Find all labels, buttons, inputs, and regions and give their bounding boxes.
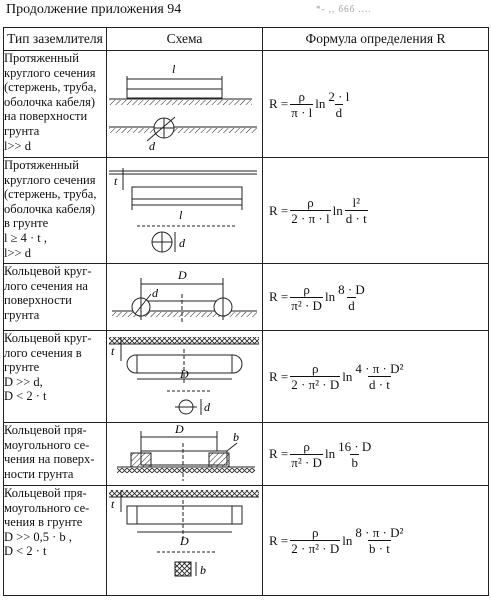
rod: [132, 187, 242, 199]
arg-den: d: [335, 104, 343, 120]
type-line: l ≥ 4 · t ,: [4, 230, 47, 245]
formula: [263, 362, 488, 391]
type-line: грунта: [4, 307, 40, 322]
log-argument: [337, 440, 372, 469]
schema-cell: [107, 423, 263, 486]
type-line: поверхности: [4, 293, 72, 308]
type-line: лого сечения в: [4, 345, 82, 360]
type-line: l>> d: [4, 138, 31, 153]
header-row: [4, 28, 489, 51]
ln: ln: [315, 96, 326, 111]
type-cell: [4, 264, 107, 331]
label-t: t: [111, 497, 115, 511]
arg-den: b: [351, 454, 358, 470]
label-l: l: [172, 62, 176, 76]
coef-den: 2 · π · l: [291, 211, 330, 226]
scan-artifact: *- ,, б6б ....: [316, 4, 372, 14]
type-line: круглого сечения: [4, 172, 96, 187]
coef-num: ρ: [303, 438, 310, 454]
coef-num: ρ: [298, 88, 306, 104]
log-argument: [345, 196, 368, 225]
table-row: [4, 423, 489, 486]
ln: ln: [342, 368, 353, 384]
arg-num: 8 · D: [338, 281, 365, 297]
coefficient: [290, 362, 340, 391]
type-cell: [4, 158, 107, 264]
ln: ln: [324, 289, 336, 304]
type-cell: [4, 331, 107, 423]
formula-lhs: R =: [269, 368, 289, 384]
schema-buried-ring: [107, 331, 263, 422]
type-line: D < 2 · t: [4, 544, 47, 559]
ln: ln: [324, 446, 336, 461]
coef-den: 2 · π² · D: [291, 377, 340, 392]
schema-surface-ring: [107, 264, 263, 330]
formula-cell: [263, 51, 489, 158]
coef-num: ρ: [312, 361, 319, 376]
arg-num: 16 · D: [338, 438, 372, 454]
type-line: ности грунта: [4, 466, 74, 481]
formula-cell: [263, 423, 489, 486]
soil-hatch: [109, 100, 252, 105]
header-schema: Схема: [107, 28, 263, 51]
coef-den: π · l: [291, 104, 313, 120]
type-cell: [4, 51, 107, 158]
coefficient: [290, 526, 340, 555]
type-line: Кольцевой пря-: [4, 423, 87, 437]
formula-cell: [263, 486, 489, 596]
formula-lhs: R =: [269, 289, 289, 304]
label-d: d: [204, 400, 210, 414]
type-line: Протяженный: [4, 51, 79, 65]
header-type: Тип заземлителя: [4, 28, 107, 51]
type-line: Кольцевой круг-: [4, 331, 92, 345]
label-D: D: [175, 423, 184, 436]
table-row: [4, 264, 489, 331]
type-line: (стержень, труба,: [4, 187, 97, 202]
formula-cell: [263, 264, 489, 331]
formula-cell: [263, 158, 489, 264]
table-row: [4, 486, 489, 596]
type-cell: [4, 423, 107, 486]
page-title: Продолжение приложения 94: [6, 2, 182, 17]
formula-cell: [263, 331, 489, 423]
type-line: Протяженный: [4, 158, 79, 172]
ln: ln: [342, 532, 353, 548]
formula: [263, 196, 488, 225]
schema-surface-rod: [107, 51, 263, 157]
table-row: [4, 158, 489, 264]
ring-section: [209, 453, 229, 467]
type-line: чения в грунте: [4, 515, 83, 530]
type-line: Кольцевой круг-: [4, 264, 92, 278]
type-line: D >> 0,5 · b ,: [4, 529, 72, 544]
schema-cell: [107, 158, 263, 264]
schema-buried-rect-ring: [107, 486, 263, 594]
arg-den: d · t: [345, 211, 367, 226]
table-row: [4, 331, 489, 423]
ring: [127, 506, 242, 524]
type-line: оболочка кабеля): [4, 201, 96, 216]
type-line: на поверхности: [4, 109, 88, 124]
label-b: b: [200, 563, 206, 577]
schema-cell: [107, 264, 263, 331]
type-line: в грунте: [4, 216, 49, 231]
arg-den: d: [348, 297, 355, 313]
label-D: D: [178, 268, 187, 282]
label-D: D: [180, 367, 189, 381]
header-formula: Формула определения R: [263, 28, 489, 51]
coef-num: ρ: [303, 281, 310, 297]
type-cell: [4, 486, 107, 596]
type-line: Кольцевой пря-: [4, 486, 87, 500]
schema-buried-rod: [107, 158, 263, 263]
soil-hatch: [109, 490, 259, 497]
grounding-table: [3, 27, 489, 596]
coef-den: π² · D: [291, 297, 322, 313]
label-l: l: [179, 208, 183, 222]
formula: [263, 440, 488, 469]
label-t: t: [114, 174, 118, 188]
type-line: D >> d,: [4, 374, 43, 389]
type-line: оболочка кабеля): [4, 94, 96, 109]
coef-num: ρ: [307, 195, 314, 210]
type-line: моугольного се-: [4, 437, 90, 452]
log-argument: [337, 283, 366, 312]
formula: [263, 90, 488, 119]
type-line: чения на поверх-: [4, 452, 95, 467]
schema-cell: [107, 331, 263, 423]
ring-section: [131, 453, 151, 467]
coefficient: [290, 90, 313, 119]
soil-hatch: [117, 468, 255, 473]
log-argument: [327, 90, 350, 119]
schema-cell: [107, 51, 263, 158]
formula-lhs: R =: [269, 96, 289, 111]
arg-den: d · t: [368, 377, 390, 392]
formula-lhs: R =: [269, 202, 289, 218]
arg-num: 2 · l: [328, 88, 350, 104]
label-t: t: [111, 344, 115, 358]
table-row: [4, 51, 489, 158]
type-line: l>> d: [4, 245, 31, 260]
formula-lhs: R =: [269, 532, 289, 548]
type-line: (стержень, труба,: [4, 80, 97, 95]
arg-num: 8 · π · D²: [355, 525, 404, 540]
log-argument: [354, 526, 404, 555]
label-d: d: [152, 286, 158, 300]
soil-hatch: [109, 337, 259, 344]
formula: [263, 283, 488, 312]
schema-cell: [107, 486, 263, 596]
coefficient: [290, 196, 330, 225]
type-line: моугольного се-: [4, 500, 90, 515]
label-d: d: [179, 236, 185, 250]
coefficient: [290, 440, 323, 469]
rod: [127, 89, 222, 98]
formula: [263, 526, 488, 555]
log-argument: [354, 362, 404, 391]
arg-num: 4 · π · D²: [355, 361, 404, 376]
type-line: грунте: [4, 360, 40, 375]
coef-den: 2 · π² · D: [291, 541, 340, 556]
type-line: грунта: [4, 123, 40, 138]
ring-section: [175, 562, 191, 576]
coef-num: ρ: [312, 525, 319, 540]
type-line: лого сечения на: [4, 278, 88, 293]
label-d: d: [149, 139, 155, 153]
coef-den: π² · D: [291, 454, 322, 470]
ln: ln: [332, 202, 343, 218]
schema-surface-rect-ring: [107, 423, 263, 485]
type-line: круглого сечения: [4, 65, 96, 80]
formula-lhs: R =: [269, 446, 289, 461]
label-D: D: [180, 534, 189, 548]
label-b: b: [233, 430, 239, 444]
arg-num: l²: [352, 195, 360, 210]
coefficient: [290, 283, 323, 312]
arg-den: b · t: [368, 541, 390, 556]
type-line: D < 2 · t: [4, 389, 47, 404]
